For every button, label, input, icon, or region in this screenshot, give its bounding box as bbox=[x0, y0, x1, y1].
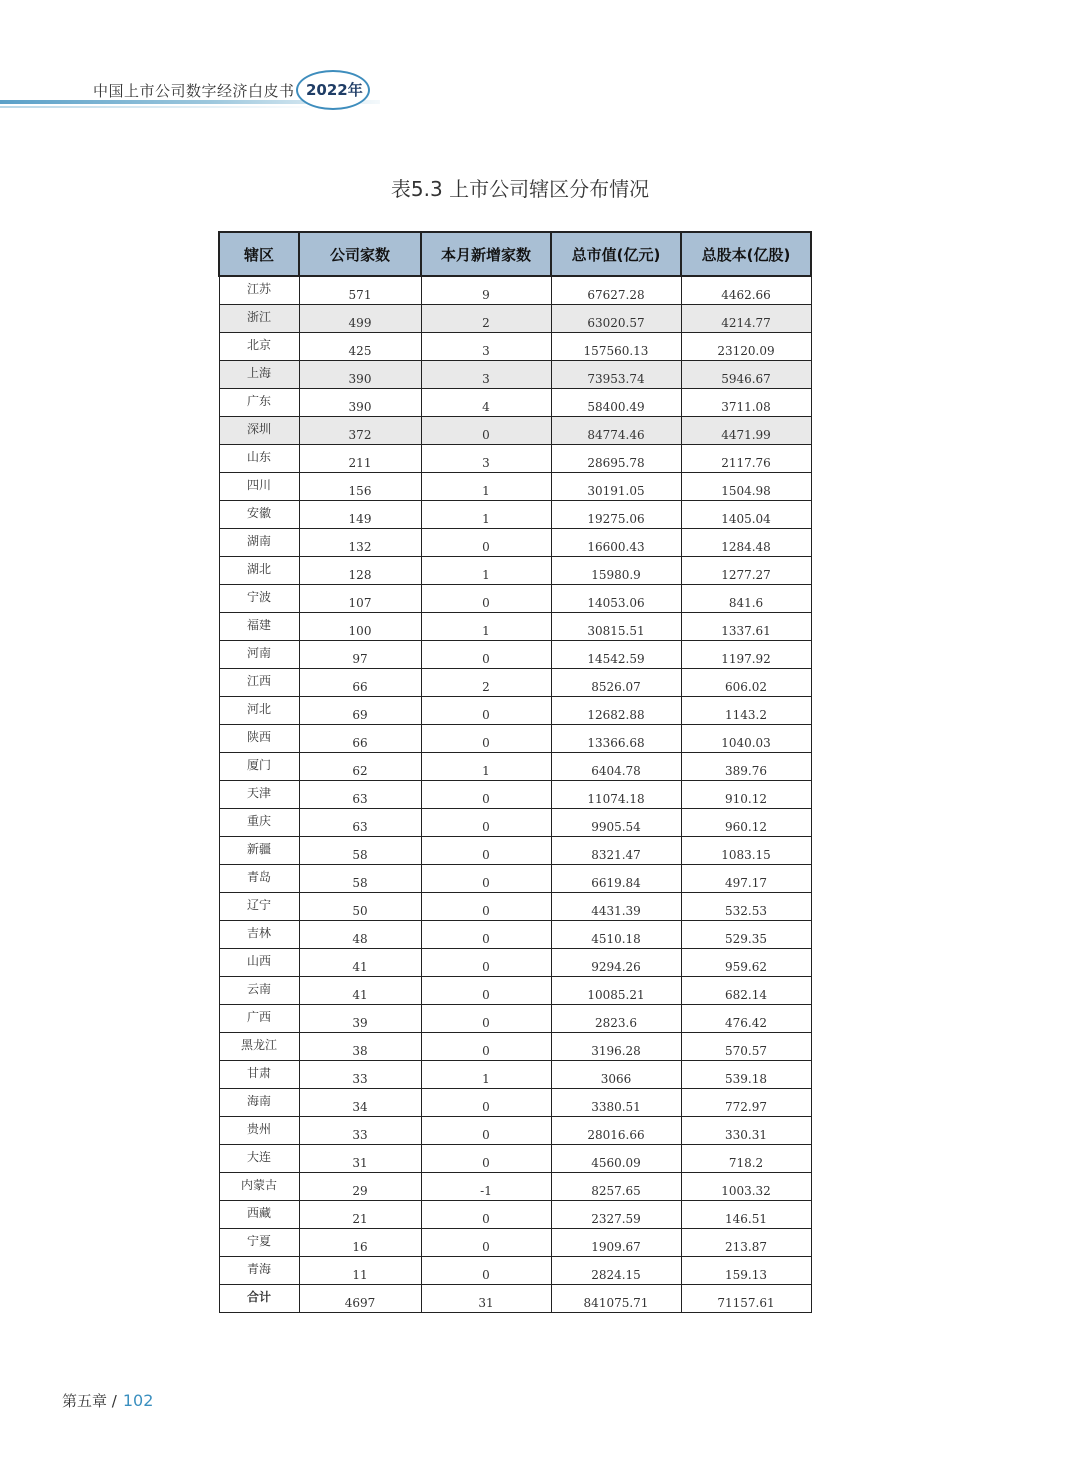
cell-companies: 571 bbox=[299, 276, 421, 305]
cell-market-value: 8257.65 bbox=[551, 1173, 681, 1201]
total-cell-region: 合计 bbox=[219, 1285, 299, 1313]
header-rule-thin bbox=[0, 106, 330, 108]
cell-market-value: 9294.26 bbox=[551, 949, 681, 977]
cell-region: 青岛 bbox=[219, 865, 299, 893]
cell-market-value: 9905.54 bbox=[551, 809, 681, 837]
cell-market-value: 8321.47 bbox=[551, 837, 681, 865]
cell-share-capital: 330.31 bbox=[681, 1117, 811, 1145]
cell-market-value: 28695.78 bbox=[551, 445, 681, 473]
table-row bbox=[219, 865, 811, 893]
cell-share-capital: 532.53 bbox=[681, 893, 811, 921]
cell-companies: 63 bbox=[299, 781, 421, 809]
table-header-row bbox=[219, 232, 811, 276]
column-header-share-capital: 总股本(亿股) bbox=[681, 232, 811, 276]
cell-market-value: 2327.59 bbox=[551, 1201, 681, 1229]
cell-new: 0 bbox=[421, 529, 551, 557]
cell-share-capital: 539.18 bbox=[681, 1061, 811, 1089]
cell-share-capital: 1197.92 bbox=[681, 641, 811, 669]
cell-region: 陕西 bbox=[219, 725, 299, 753]
cell-market-value: 15980.9 bbox=[551, 557, 681, 585]
cell-share-capital: 570.57 bbox=[681, 1033, 811, 1061]
cell-share-capital: 4214.77 bbox=[681, 305, 811, 333]
table-row bbox=[219, 417, 811, 445]
cell-region: 厦门 bbox=[219, 753, 299, 781]
cell-new: 1 bbox=[421, 557, 551, 585]
table-title: 表5.3 上市公司辖区分布情况 bbox=[390, 177, 650, 201]
cell-region: 甘肃 bbox=[219, 1061, 299, 1089]
cell-market-value: 1909.67 bbox=[551, 1229, 681, 1257]
cell-share-capital: 1504.98 bbox=[681, 473, 811, 501]
cell-new: 3 bbox=[421, 361, 551, 389]
cell-region: 西藏 bbox=[219, 1201, 299, 1229]
cell-share-capital: 2117.76 bbox=[681, 445, 811, 473]
cell-market-value: 6404.78 bbox=[551, 753, 681, 781]
chapter-label: 第五章 / bbox=[62, 1392, 117, 1410]
cell-market-value: 13366.68 bbox=[551, 725, 681, 753]
table-row bbox=[219, 1201, 811, 1229]
cell-companies: 29 bbox=[299, 1173, 421, 1201]
year-label: 2022年 bbox=[306, 81, 363, 99]
cell-new: 0 bbox=[421, 809, 551, 837]
table-row bbox=[219, 1257, 811, 1285]
cell-market-value: 84774.46 bbox=[551, 417, 681, 445]
cell-share-capital: 4462.66 bbox=[681, 276, 811, 305]
table-body bbox=[219, 276, 811, 1313]
cell-companies: 390 bbox=[299, 389, 421, 417]
table-row bbox=[219, 613, 811, 641]
cell-new: 0 bbox=[421, 921, 551, 949]
cell-new: 0 bbox=[421, 1089, 551, 1117]
table-row bbox=[219, 529, 811, 557]
table-row bbox=[219, 1089, 811, 1117]
cell-market-value: 28016.66 bbox=[551, 1117, 681, 1145]
cell-companies: 38 bbox=[299, 1033, 421, 1061]
cell-new: 0 bbox=[421, 1145, 551, 1173]
cell-new: 1 bbox=[421, 753, 551, 781]
cell-share-capital: 389.76 bbox=[681, 753, 811, 781]
cell-companies: 39 bbox=[299, 1005, 421, 1033]
cell-region: 浙江 bbox=[219, 305, 299, 333]
cell-market-value: 6619.84 bbox=[551, 865, 681, 893]
cell-new: 0 bbox=[421, 697, 551, 725]
cell-region: 重庆 bbox=[219, 809, 299, 837]
cell-companies: 41 bbox=[299, 977, 421, 1005]
cell-new: 1 bbox=[421, 1061, 551, 1089]
cell-companies: 211 bbox=[299, 445, 421, 473]
cell-region: 云南 bbox=[219, 977, 299, 1005]
cell-region: 北京 bbox=[219, 333, 299, 361]
table-row bbox=[219, 809, 811, 837]
cell-market-value: 4560.09 bbox=[551, 1145, 681, 1173]
table-row bbox=[219, 1117, 811, 1145]
cell-new: 0 bbox=[421, 1033, 551, 1061]
cell-companies: 390 bbox=[299, 361, 421, 389]
cell-market-value: 58400.49 bbox=[551, 389, 681, 417]
cell-new: 0 bbox=[421, 417, 551, 445]
cell-market-value: 4510.18 bbox=[551, 921, 681, 949]
table-row bbox=[219, 585, 811, 613]
cell-new: 0 bbox=[421, 725, 551, 753]
table-total-row bbox=[219, 1285, 811, 1313]
cell-region: 天津 bbox=[219, 781, 299, 809]
page-number: 102 bbox=[122, 1391, 154, 1410]
cell-market-value: 3196.28 bbox=[551, 1033, 681, 1061]
cell-share-capital: 476.42 bbox=[681, 1005, 811, 1033]
cell-market-value: 3066 bbox=[551, 1061, 681, 1089]
page-footer bbox=[62, 1390, 153, 1411]
cell-companies: 100 bbox=[299, 613, 421, 641]
cell-companies: 66 bbox=[299, 725, 421, 753]
cell-companies: 69 bbox=[299, 697, 421, 725]
cell-new: 0 bbox=[421, 1257, 551, 1285]
cell-market-value: 63020.57 bbox=[551, 305, 681, 333]
cell-region: 江苏 bbox=[219, 276, 299, 305]
cell-companies: 128 bbox=[299, 557, 421, 585]
table-row bbox=[219, 501, 811, 529]
cell-market-value: 3380.51 bbox=[551, 1089, 681, 1117]
cell-new: 0 bbox=[421, 585, 551, 613]
table-row bbox=[219, 361, 811, 389]
cell-companies: 499 bbox=[299, 305, 421, 333]
cell-companies: 11 bbox=[299, 1257, 421, 1285]
table-row bbox=[219, 753, 811, 781]
cell-companies: 63 bbox=[299, 809, 421, 837]
cell-share-capital: 910.12 bbox=[681, 781, 811, 809]
cell-region: 四川 bbox=[219, 473, 299, 501]
cell-companies: 50 bbox=[299, 893, 421, 921]
cell-companies: 33 bbox=[299, 1117, 421, 1145]
cell-share-capital: 959.62 bbox=[681, 949, 811, 977]
cell-new: 0 bbox=[421, 1201, 551, 1229]
cell-share-capital: 1284.48 bbox=[681, 529, 811, 557]
table-row bbox=[219, 276, 811, 305]
cell-region: 吉林 bbox=[219, 921, 299, 949]
cell-share-capital: 3711.08 bbox=[681, 389, 811, 417]
cell-new: 9 bbox=[421, 276, 551, 305]
table-row bbox=[219, 725, 811, 753]
cell-new: 0 bbox=[421, 1117, 551, 1145]
table-row bbox=[219, 977, 811, 1005]
table-row bbox=[219, 893, 811, 921]
cell-region: 辽宁 bbox=[219, 893, 299, 921]
cell-region: 贵州 bbox=[219, 1117, 299, 1145]
table-row bbox=[219, 921, 811, 949]
cell-companies: 16 bbox=[299, 1229, 421, 1257]
table-row bbox=[219, 1005, 811, 1033]
cell-region: 湖北 bbox=[219, 557, 299, 585]
cell-market-value: 4431.39 bbox=[551, 893, 681, 921]
cell-new: 0 bbox=[421, 837, 551, 865]
cell-market-value: 2823.6 bbox=[551, 1005, 681, 1033]
cell-companies: 34 bbox=[299, 1089, 421, 1117]
cell-region: 黑龙江 bbox=[219, 1033, 299, 1061]
cell-share-capital: 1337.61 bbox=[681, 613, 811, 641]
cell-region: 青海 bbox=[219, 1257, 299, 1285]
cell-new: 0 bbox=[421, 977, 551, 1005]
cell-new: 1 bbox=[421, 473, 551, 501]
cell-share-capital: 146.51 bbox=[681, 1201, 811, 1229]
cell-market-value: 11074.18 bbox=[551, 781, 681, 809]
cell-region: 大连 bbox=[219, 1145, 299, 1173]
cell-market-value: 30815.51 bbox=[551, 613, 681, 641]
region-distribution-table bbox=[218, 231, 810, 1313]
cell-share-capital: 1040.03 bbox=[681, 725, 811, 753]
cell-share-capital: 841.6 bbox=[681, 585, 811, 613]
publication-title: 中国上市公司数字经济白皮书 bbox=[93, 82, 295, 100]
cell-region: 河南 bbox=[219, 641, 299, 669]
cell-region: 福建 bbox=[219, 613, 299, 641]
cell-new: 0 bbox=[421, 949, 551, 977]
cell-region: 河北 bbox=[219, 697, 299, 725]
cell-companies: 97 bbox=[299, 641, 421, 669]
table-row bbox=[219, 1061, 811, 1089]
cell-share-capital: 1277.27 bbox=[681, 557, 811, 585]
cell-share-capital: 772.97 bbox=[681, 1089, 811, 1117]
table-row bbox=[219, 669, 811, 697]
cell-region: 广西 bbox=[219, 1005, 299, 1033]
table-row bbox=[219, 1173, 811, 1201]
table-row bbox=[219, 557, 811, 585]
cell-region: 内蒙古 bbox=[219, 1173, 299, 1201]
cell-share-capital: 1405.04 bbox=[681, 501, 811, 529]
cell-share-capital: 23120.09 bbox=[681, 333, 811, 361]
cell-new: 2 bbox=[421, 305, 551, 333]
cell-companies: 149 bbox=[299, 501, 421, 529]
cell-market-value: 14053.06 bbox=[551, 585, 681, 613]
cell-companies: 58 bbox=[299, 837, 421, 865]
cell-share-capital: 682.14 bbox=[681, 977, 811, 1005]
cell-new: 0 bbox=[421, 865, 551, 893]
column-header-region: 辖区 bbox=[219, 232, 299, 276]
cell-new: 3 bbox=[421, 333, 551, 361]
total-cell-companies: 4697 bbox=[299, 1285, 421, 1313]
cell-region: 宁波 bbox=[219, 585, 299, 613]
cell-region: 新疆 bbox=[219, 837, 299, 865]
cell-new: 3 bbox=[421, 445, 551, 473]
cell-region: 湖南 bbox=[219, 529, 299, 557]
cell-companies: 41 bbox=[299, 949, 421, 977]
total-cell-share-capital: 71157.61 bbox=[681, 1285, 811, 1313]
cell-market-value: 157560.13 bbox=[551, 333, 681, 361]
cell-companies: 425 bbox=[299, 333, 421, 361]
cell-region: 上海 bbox=[219, 361, 299, 389]
cell-share-capital: 4471.99 bbox=[681, 417, 811, 445]
cell-share-capital: 718.2 bbox=[681, 1145, 811, 1173]
cell-companies: 62 bbox=[299, 753, 421, 781]
cell-share-capital: 5946.67 bbox=[681, 361, 811, 389]
cell-market-value: 12682.88 bbox=[551, 697, 681, 725]
total-cell-new: 31 bbox=[421, 1285, 551, 1313]
cell-companies: 372 bbox=[299, 417, 421, 445]
cell-market-value: 67627.28 bbox=[551, 276, 681, 305]
cell-region: 广东 bbox=[219, 389, 299, 417]
cell-region: 山西 bbox=[219, 949, 299, 977]
cell-market-value: 73953.74 bbox=[551, 361, 681, 389]
cell-new: -1 bbox=[421, 1173, 551, 1201]
cell-new: 0 bbox=[421, 893, 551, 921]
column-header-new: 本月新增家数 bbox=[421, 232, 551, 276]
table-row bbox=[219, 305, 811, 333]
cell-companies: 107 bbox=[299, 585, 421, 613]
table-row bbox=[219, 445, 811, 473]
cell-region: 宁夏 bbox=[219, 1229, 299, 1257]
cell-companies: 132 bbox=[299, 529, 421, 557]
column-header-market-value: 总市值(亿元) bbox=[551, 232, 681, 276]
table-row bbox=[219, 389, 811, 417]
cell-share-capital: 1003.32 bbox=[681, 1173, 811, 1201]
table-row bbox=[219, 1033, 811, 1061]
table-row bbox=[219, 1229, 811, 1257]
cell-new: 0 bbox=[421, 641, 551, 669]
cell-region: 安徽 bbox=[219, 501, 299, 529]
cell-companies: 58 bbox=[299, 865, 421, 893]
table-row bbox=[219, 473, 811, 501]
cell-companies: 33 bbox=[299, 1061, 421, 1089]
column-header-companies: 公司家数 bbox=[299, 232, 421, 276]
table-row bbox=[219, 949, 811, 977]
cell-companies: 156 bbox=[299, 473, 421, 501]
total-cell-market-value: 841075.71 bbox=[551, 1285, 681, 1313]
cell-share-capital: 497.17 bbox=[681, 865, 811, 893]
cell-region: 海南 bbox=[219, 1089, 299, 1117]
table-row bbox=[219, 333, 811, 361]
cell-new: 1 bbox=[421, 613, 551, 641]
cell-share-capital: 213.87 bbox=[681, 1229, 811, 1257]
cell-market-value: 10085.21 bbox=[551, 977, 681, 1005]
cell-new: 0 bbox=[421, 1229, 551, 1257]
cell-market-value: 8526.07 bbox=[551, 669, 681, 697]
cell-share-capital: 1143.2 bbox=[681, 697, 811, 725]
table-row bbox=[219, 641, 811, 669]
cell-market-value: 14542.59 bbox=[551, 641, 681, 669]
cell-new: 2 bbox=[421, 669, 551, 697]
cell-region: 深圳 bbox=[219, 417, 299, 445]
cell-share-capital: 606.02 bbox=[681, 669, 811, 697]
table-row bbox=[219, 697, 811, 725]
cell-new: 4 bbox=[421, 389, 551, 417]
cell-companies: 21 bbox=[299, 1201, 421, 1229]
cell-companies: 48 bbox=[299, 921, 421, 949]
cell-companies: 31 bbox=[299, 1145, 421, 1173]
cell-region: 山东 bbox=[219, 445, 299, 473]
cell-new: 0 bbox=[421, 781, 551, 809]
cell-share-capital: 960.12 bbox=[681, 809, 811, 837]
cell-market-value: 16600.43 bbox=[551, 529, 681, 557]
table-row bbox=[219, 781, 811, 809]
cell-market-value: 30191.05 bbox=[551, 473, 681, 501]
cell-new: 0 bbox=[421, 1005, 551, 1033]
cell-companies: 66 bbox=[299, 669, 421, 697]
table-row bbox=[219, 837, 811, 865]
data-table bbox=[218, 231, 812, 1313]
cell-share-capital: 529.35 bbox=[681, 921, 811, 949]
cell-region: 江西 bbox=[219, 669, 299, 697]
cell-share-capital: 159.13 bbox=[681, 1257, 811, 1285]
table-row bbox=[219, 1145, 811, 1173]
cell-market-value: 19275.06 bbox=[551, 501, 681, 529]
cell-new: 1 bbox=[421, 501, 551, 529]
cell-share-capital: 1083.15 bbox=[681, 837, 811, 865]
cell-market-value: 2824.15 bbox=[551, 1257, 681, 1285]
